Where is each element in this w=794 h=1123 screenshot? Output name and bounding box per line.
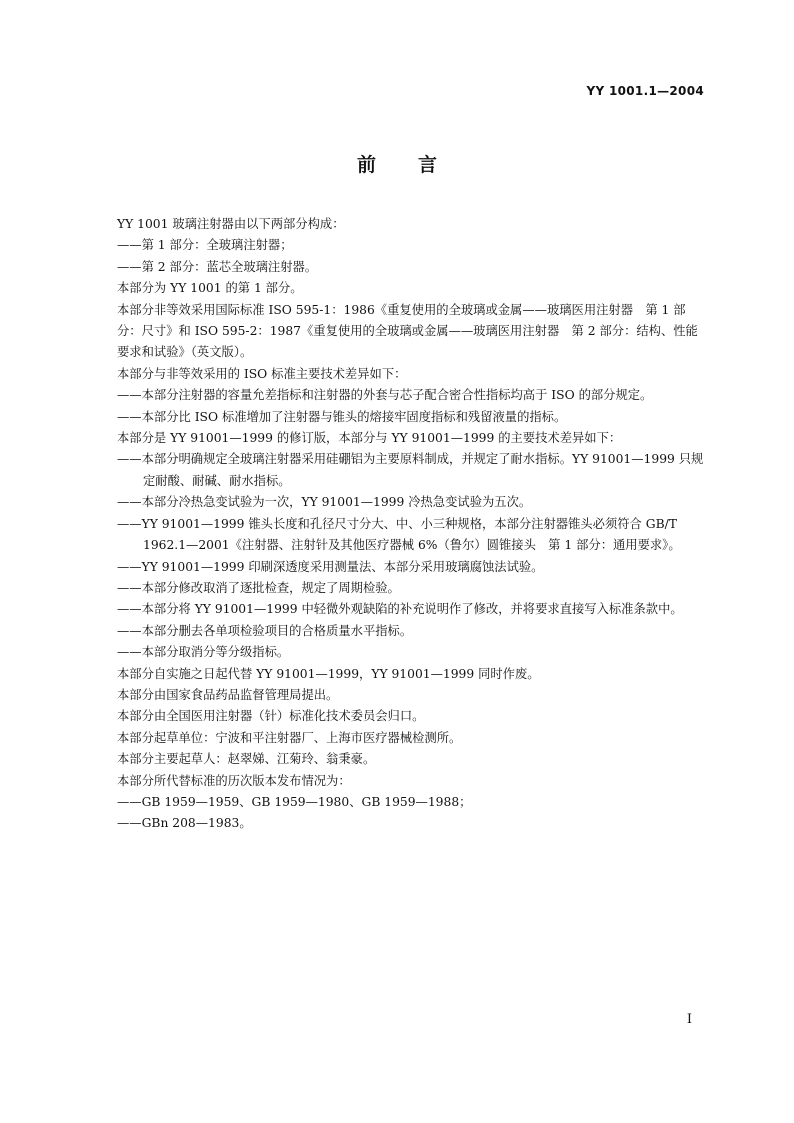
page-number: I: [686, 1012, 692, 1027]
list-item: [91, 557, 704, 578]
list-item: [91, 257, 704, 278]
paragraph: 本部分为 YY 1001 的第 1 部分。: [117, 281, 303, 296]
list-item-text: ——第 2 部分：蓝芯全玻璃注射器。: [117, 259, 318, 274]
paragraph: 本部分主要起草人：赵翠娣、江菊玲、翁秉豪。: [117, 752, 376, 767]
list-item-text: ——第 1 部分：全玻璃注射器；: [117, 238, 293, 253]
list-item-text: ——本部分修改取消了逐批检查，规定了周期检验。: [117, 580, 400, 595]
list-item: [91, 792, 704, 813]
list-item: [91, 599, 704, 620]
list-item-text: ——本部分注射器的容量允差指标和注射器的外套与芯子配合密合性指标均高于 ISO 的部分规定。: [117, 388, 653, 403]
list-item: [91, 492, 704, 513]
list-item-text: ——YY 91001—1999 印刷深透度采用测量法、本部分采用玻璃腐蚀法试验。: [117, 559, 544, 574]
list-item-text: ——本部分删去各单项检验项目的合格质量水平指标。: [117, 623, 413, 638]
paragraph: 本部分由全国医用注射器（针）标准化技术委员会归口。: [117, 709, 425, 724]
paragraph: 本部分由国家食品药品监督管理局提出。: [117, 687, 339, 702]
list-item-text: ——GB 1959—1959、GB 1959—1980、GB 1959—1988；: [117, 794, 472, 809]
title-char-1: 前: [356, 154, 376, 176]
list-item: [91, 514, 704, 557]
list-item-text: ——本部分取消分等分级指标。: [117, 645, 290, 660]
list-item: [91, 449, 704, 492]
list-item: [91, 235, 704, 256]
list-item-text: ——YY 91001—1999 锥头长度和孔径尺寸分大、中、小三种规格，本部分注射器锥头必须符合 GB/T 1962.1—2001《注射器、注射针及其他医疗器械 6%（鲁尔）圆锥接头 第 1 部分：通用要求》。: [117, 516, 681, 553]
paragraph: 本部分与非等效采用的 ISO 标准主要技术差异如下：: [117, 366, 407, 381]
paragraph: 本部分起草单位：宁波和平注射器厂、上海市医疗器械检测所。: [117, 730, 462, 745]
list-item-text: ——本部分比 ISO 标准增加了注射器与锥头的熔接牢固度指标和残留液量的指标。: [117, 409, 567, 424]
list-item: [91, 407, 704, 428]
list-item-text: ——本部分冷热急变试验为一次，YY 91001—1999 冷热急变试验为五次。: [117, 495, 532, 510]
title-char-2: 言: [418, 154, 438, 176]
list-item: [91, 642, 704, 663]
list-item: [91, 385, 704, 406]
list-item-text: ——GBn 208—1983。: [117, 816, 252, 831]
page-title: [0, 150, 794, 177]
list-item-text: ——本部分将 YY 91001—1999 中轻微外观缺陷的补充说明作了修改，并将要求直接写入标准条款中。: [117, 602, 683, 617]
paragraph: 本部分所代替标准的历次版本发布情况为：: [117, 773, 351, 788]
standard-code: YY 1001.1—2004: [586, 84, 704, 98]
list-item: [91, 578, 704, 599]
paragraph: YY 1001 玻璃注射器由以下两部分构成：: [117, 217, 345, 231]
paragraph: 本部分非等效采用国际标准 ISO 595-1：1986《重复使用的全玻璃或金属——玻璃医用注射器 第 1 部分：尺寸》和 ISO 595-2：1987《重复使用的全玻璃或金属——玻璃医用注射器 第 2 部分：结构、性能要求和试验》（英文版）。: [117, 302, 698, 360]
list-item: [91, 813, 704, 834]
list-item-text: ——本部分明确规定全玻璃注射器采用硅硼铝为主要原料制成，并规定了耐水指标。YY 91001—1999 只规定耐酸、耐碱、耐水指标。: [117, 452, 704, 488]
paragraph: 本部分是 YY 91001—1999 的修订版，本部分与 YY 91001—1999 的主要技术差异如下：: [117, 431, 622, 446]
paragraph: 本部分自实施之日起代替 YY 91001—1999，YY 91001—1999 同时作废。: [117, 666, 540, 681]
foreword-body: [91, 214, 704, 835]
list-item: [91, 621, 704, 642]
